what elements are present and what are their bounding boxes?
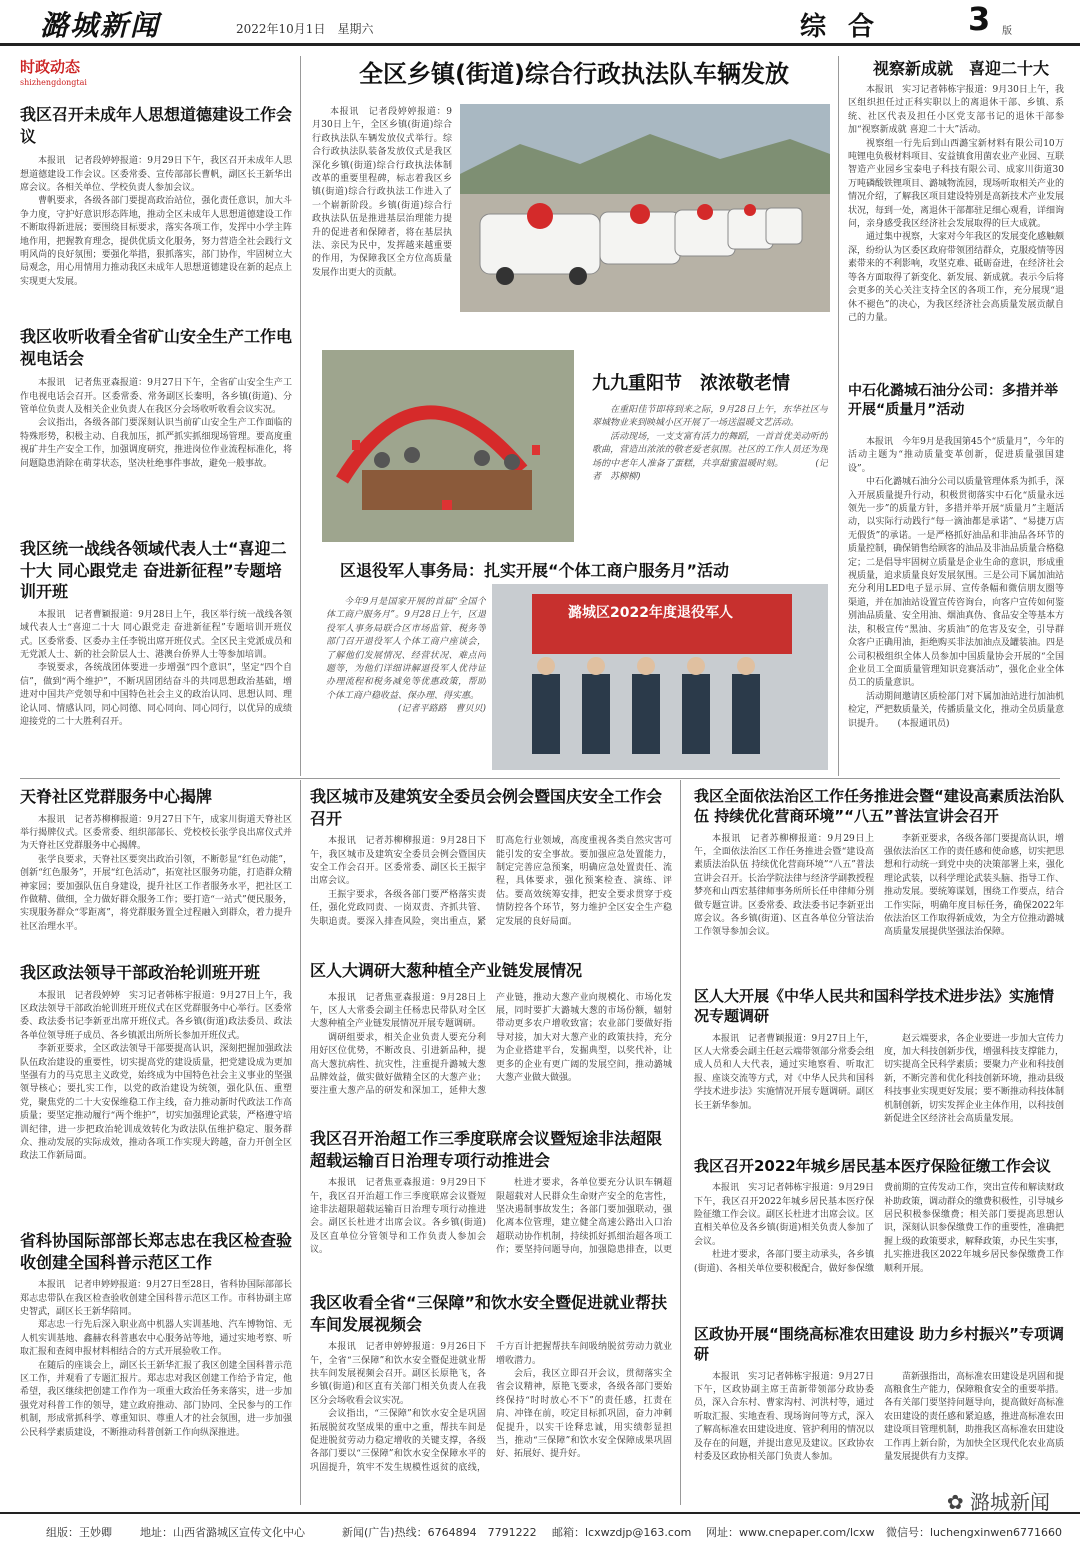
masthead [0,0,1080,46]
article-body-sinopec: 本报讯 今年9月是我国第45个“质量月”，今年的活动主题为“推动质量变革创新，促进质量强国建设”。 中石化潞城石油分公司以质量管理体系为抓手，深入开展质量提升行动，积极贯彻落实中石化“质量永远领先一步”的质量方针，多措并举开展“质量月”主题活动，以实际行动践行“每一滴油都是承诺”、“易捷万店无假货”的承诺。一是严格抓好油品和非油品各环节的质量控制，确保销售给顾客的油品及非油品质量合格稳定；二是倡导牢固树立质量是企业生命的意识，形成重视质量，追求质量良好发展氛围。三是公司下属加油站充分利用LED电子显示屏、宣传条幅和微信朋友圈等渠道，并在加油站设置宣传咨询台，向客户宣传如何鉴别油品质量、安全用油、烟油真伪、食品安全等基本方法，积极宣传“黑油、劣质油”的危害及安全，引导群众客户正确用油，拒绝购买非法加油点及罐装油。四是公司积极组织全体人员参加中国质量协会开展的“全国企业员工全面质量管理知识竞赛活动”，强化企业全体员工的质量意识。 活动期间邀请区质检部门对下属加油站进行加油机检定，严把数质量关，传播质量文化，推动全员质量意识提升。 (本报通讯员) [848,437,1064,729]
column-rule [680,780,681,1505]
article-4 [20,962,292,1226]
article-body: 本报讯 记者焦亚森报道：9月29日下午，我区召开治超工作三季度联席会议暨短途非法超限超载运输百日治理专项行动推进会。副区长杜进才出席会议。各乡镇(街道)及区直单位分管领导和工作负责人参加会议。 杜进才要求，各单位要充分认识车辆超限超载对人民群众生命财产安全的危害性，坚决遏制事故发生；各部门要加强联动，强化离本位管理，建立健全高速公路出入口治超联动协作机制，持续抓好抓细治超各项工作；要坚持问题导向，加强隐患排查，以更 [310,1178,672,1256]
article-body: 本报讯 记者苏柳柳报道：9月28日下午，我区城市及建筑安全委员会例会暨国庆安全工作会召开。区委常委、副区长王振宇出席会议。 王振宇要求，各级各部门要严格落实责任，强化党政同责、一岗双责、齐抓共管、失职追责。要深入排查风险，突出重点，紧盯高危行业领域，高度重视各类自然灾害可能引发的安全事故。要加强应急处置能力，制定完善应急预案，明确应急处置责任、流程，具体要求，强化预案检查、演练、评估。要高效统筹安排，把安全要求贯穿于疫情防控各个环节，努力维护全区安全生产稳定发展的良好局面。 [310,836,672,927]
page-number: 3 [968,0,991,38]
article-title: 区人大调研大葱种植全产业链发展情况 [310,961,583,980]
article-3 [20,786,292,952]
article-title: 我区全面依法治区工作任务推进会暨“建设高素质法治队伍 持续优化营商环境”“八五”普法宣讲会召开 [694,787,1064,826]
article-title: 九九重阳节 浓浓敬老情 [592,373,790,394]
article-title: 区退役军人事务局：扎实开展“个体工商户服务月”活动 [340,561,730,580]
article-title: 我区收听收看全省矿山安全生产工作电视电话会 [20,327,293,368]
footer-wechat: 微信号：luchengxinwen6771660 [886,1526,1063,1539]
article-17 [694,1156,1064,1290]
article-body: 本报讯 记者曹颖报道：9月28日上午，我区举行统一战线各领域代表人士“喜迎二十大 同心跟党走 奋进新征程”专题培训开班仪式。区委常委、区委办主任李锐出席开班仪式。全区民主党派成员和无党派人士、新的社会阶层人士、港澳台侨界人士等参加培训。 李锐要求，各统战团体要进一步增强“四个意识”，坚定“四个自信”，做到“两个维护”，不断巩固团结奋斗的共同思想政治基础，增进对中国共产党领导和中国特色社会主义的政治认同、思想认同、理论认同、情感认同，同心同德、同心同向、同心同行，以优异的成绩迎接党的二十大胜利召开。 [20,609,292,728]
article-body: 本报讯 记者焦亚森报道：9月27日下午，全省矿山安全生产工作电视电话会召开。区委常委、常务副区长秦明，各乡镇(街道)、分管单位负责人及相关企业负责人在我区分会场收听收看会议实况。 会议指出，各级各部门要深刻认识当前矿山安全生产工作面临的特殊形势，积极主动、自我加压，抓严抓实抓细现场管理。要高度重视矿井生产安全工作，加强调度研究，推进岗位作业流程标准化，将问题隐患消除在萌芽状态，坚决杜绝事件事故，避免一般事故。 [20,378,292,469]
veterans-banner-text: 潞城区2022年度退役军人 [568,605,733,621]
watermark-logo [947,1486,1050,1515]
article-5 [20,1230,292,1495]
article-title: 我区召开治超工作三季度联席会议暨短途非法超限超载运输百日治理专项行动推进会 [310,1129,663,1170]
article-title: 区人大开展《中华人民共和国科学技术进步法》实施情况专题调研 [694,987,1055,1026]
article-body: 本报讯 记者苏柳柳报道：9月29日上午，全面依法治区工作任务推进会暨“建设高素质法治队伍 持续优化营商环境”“八五”普法宣讲会召开。长治学院法律与经济学副教授程梦亮和山西宏基律师事务所所长任申律师分别做专题宣讲。区委常委、政法委书记李新亚出席会议。各乡镇(街道)、区直各单位分管法治工作领导参加会议。 李新亚要求，各级各部门要提高认识，增强依法治区工作的责任感和使命感，切实把思想和行动统一到党中央的决策部署上来，强化理论武装，以科学理论武装头脑、指导工作、推动发展。要统筹谋划，围绕工作要点，结合工作实际，明确年度目标任务，确保2022年依法治区工作取得新成效，为全方位推动潞城高质量发展提供坚强法治保障。 [694,833,1064,938]
article-body: 本报讯 记者段婷婷 实习记者韩栋宇报道：9月27日上午，我区政法领导干部政治轮训班开班仪式在区党群服务中心举行。区委常委、政法委书记李新亚出席开班仪式。各乡镇(街道)政法委员、政法各单位领导班子成员、各乡镇派出所所长参加开班仪式。 李新亚要求，全区政法领导干部要提高认识，深刻把握加强政法队伍政治建设的重要性，切实提高党的建设质量，把党建设成为更加坚强有力的马克思主义政党，始终成为中国特色社会主义事业的坚强领导核心；要扎实工作，以党的政治建设为统领，强化队伍、重塑党，聚焦党的二十大安保维稳工作主线，奋力推动新时代政法工作高质量；要坚定推动履行“两个维护”，切实加强理论武装，严格遵守培训纪律，进一步把政治轮训成效转化为政法队伍维护稳定、服务群众、推动发展的实际成效，推动各项工作实现大跨越，奋力开创全区政法工作新局面。 [20,990,292,1162]
article-title: 我区城市及建筑安全委员会例会暨国庆安全工作会召开 [310,787,663,828]
row-rule [20,778,1060,779]
article-2 [20,538,292,759]
article-title: 区政协开展“围绕高标准农田建设 助力乡村振兴”专项调研 [694,1325,1064,1364]
article-body: 本报讯 记者申婷婷报道：9月27日至28日，省科协国际部部长郑志忠带队在我区检查验收创建全国科普示范区工作。市科协副主席史智武，副区长王新华陪同。 郑志忠一行先后深入职业高中机器人实训基地、汽车博物馆、无人机实训基地、鑫赫农科普惠农中心服务站等地，通过实地考察、听取汇报和查阅申报材料相结合的方式开展验收工作。 在随后的座谈会上，副区长王新华汇报了我区创建全国科普示范区工作，并观看了专题汇报片。郑志忠对我区创建工作给予肯定，他希望，我区继续把创建工作作为一项重大政治任务来落实，进一步加强党对科普工作的领导，建立政府推动、部门协同、全民参与的工作机制，形成常抓科学、尊重知识、尊重人才的社会氛围，进一步加强公民科学素质建设，不断推动科普创新工作向纵深推进。 [20,1280,292,1438]
issue-date: 2022年10月1日 星期六 [236,22,374,36]
footer [0,1512,1080,1553]
article-body-veterans: 今年9月是国家开展的首届“全国个体工商户服务月”。9月28日上午，区退役军人事务局联合区市场监管、税务等部门召开退役军人个体工商户座谈会，了解他们发展情况、经营状况、难点问题等，为他们详细讲解退役军人优待证办理流程和税务减免等优惠政策，帮助个体工商户稳收益、保办理、得实惠。 (记者平路路 曹贝贝) [326,597,486,715]
article-16 [694,986,1064,1137]
article-title: 全区乡镇(街道)综合行政执法队车辆发放 [359,60,789,88]
article-title: 我区政法领导干部政治轮训班开班 [20,963,261,982]
article-15 [694,786,1064,959]
footer-hotline: 新闻(广告)热线：6764894 7791222 [342,1526,537,1539]
wechat-icon: ✿ [946,1490,964,1514]
article-title: 我区统一战线各领域代表人士“喜迎二十大 同心跟党走 奋进新征程”专题培训开班 [20,539,287,602]
article-12 [310,960,672,1130]
article-13 [310,1128,672,1281]
photo-vehicles [460,104,830,312]
article-body: 本报讯 记者申婷婷报道：9月26日下午，全省“三保障”和饮水安全暨促进就业帮扶车间发展视频会召开。副区长原艳飞，各乡镇(街道)和区直有关部门相关负责人在我区分会场收看会议实况。 会议指出，“三保障”和饮水安全是巩固拓展脱贫攻坚成果的重中之重，帮扶车间是促进脱贫劳动力稳定增收的关键支撑，各级各部门要以“三保障”和饮水安全保障水平的巩固提升，筑牢不发生规模性返贫的底线，千方百计把握帮扶车间吸纳脱贫劳动力就业增收潜力。 会后，我区立即召开会议，贯彻落实全省会议精神，原艳飞要求，各级各部门要始终保持“时时放心不下”的责任感，扛责在肩、冲锋在前，咬定目标抓巩固，奋力冲刺促提升，以实干诠释忠诚，用实绩彰显担当，推动“三保障”和饮水安全保障成果巩固好、拓展好、提升好。 [310,1342,672,1473]
footer-editor: 组版：王妙卿 [46,1526,112,1539]
page-label: 版 [1002,26,1012,37]
watermark-text: 潞城新闻 [970,1490,1050,1514]
column-rule [838,56,839,776]
article-body: 本报讯 实习记者韩栋宇报道：9月29日下午，我区召开2022年城乡居民基本医疗保险征缴工作会议。副区长杜进才出席会议。区直相关单位及各乡镇(街道)相关负责人参加了会议。 杜进才要求，各部门要主动承头，各乡镇(街道)、各相关单位要积极配合，做好参保缴费前期的宣传发动工作，突出宣传和解读财政补助政策，调动群众的缴费积极性，引导城乡居民积极参保缴费；相关部门要提高思想认识，深刻认识参保缴费工作的重要性，准确把握上级的政策要求，解释政策，办民生实事，扎实推进我区2022年城乡居民参保缴费工作顺利开展。 [694,1183,1064,1274]
article-title: 省科协国际部部长郑志忠在我区检查验收创建全国科普示范区工作 [20,1231,293,1272]
article-body: 本报讯 记者焦亚森报道：9月28日上午，区人大常委会副主任杨忠民带队对全区大葱种植全产业链发展情况开展专题调研。 调研组要求，相关企业负责人要充分利用好区位优势，不断改良、引进新品种，提高大葱抗病性、抗灾性，注重提升潞城大葱品牌效益，做实做好做精全区的大葱产业；要注重大葱产品的研发和深加工，延伸大葱产业链，推动大葱产业向规模化、市场化发展，同时要扩大潞城大葱的市场份额，辐射带动更多农户增收致富；农业部门要做好指导对接，加大对大葱产业的政策扶持，充分为企业搭建平台，发掘典型，以奖代补，让更多的企业有更广阔的发展空间，推动潞城大葱产业做大做强。 [310,992,672,1097]
article-title: 我区收看全省“三保障”和饮水安全暨促进就业帮扶车间发展视频会 [310,1293,668,1334]
article-18 [694,1324,1064,1495]
paper-title: 潞城新闻 [40,9,161,42]
footer-address: 地址：山西省潞城区宣传文化中心 [140,1526,305,1539]
column-tag [20,56,87,87]
column-rule [300,56,301,776]
photo-chongyang [322,350,574,542]
article-title: 天脊社区党群服务中心揭牌 [20,787,213,806]
article-11 [310,786,672,931]
column-tag-pinyin: shizhengdongtai [20,78,87,87]
article-body-vehicles: 本报讯 记者段婷婷报道：9月30日上午，全区乡镇(街道)综合行政执法队车辆发放仪式举行。综合行政执法队装备发放仪式是我区深化乡镇(街道)综合行政执法体制改革的重要里程碑，标志着我区乡镇(街道)综合行政执法工作进入了一个崭新阶段。乡镇(街道)综合行政执法队伍是推进基层治理能力提升的促进者和保障者，将在基层执法、亲民为民中，发挥越来越重要的作用，为保障我区全方位高质量发展作出更大的贡献。 [312,107,452,278]
article-0 [20,104,292,301]
article-body-inspection: 本报讯 实习记者韩栋宇报道：9月30日上午，我区组织担任过正科实职以上的离退休干部、乡镇、系统、社区代表及担任小区党支部书记的退休干部参加“视察新成就 喜迎二十大”活动。 视察组一行先后到山西潞宝新材料有限公司10万吨锂电负极材料项目、安益镇食用菌农业产业园、互联智造产业园乡宝泰电子科技有限公司、成家川街道30万吨磷酸铁锂项目、潞城物流园，现场听取相关产业的情况介绍，了解我区项目建设特别是高新技术产业发展状况，每到一处，离退休干部都驻足细心观看，详细询问，亲身感受我区经济社会发展取得的巨大成就。 通过集中视察，大家对今年我区的发展变化感触颇深，纷纷认为区委区政府带领团结群众，克服疫情等因素带来的不利影响，攻坚克难、砥砺奋进，在经济社会等各方面取得了新变化、新发展、新成就。表示今后将会更多的关心关注支持全区的各项工作，充分展现“退休不褪色”的决心，为我区经济社会高质量发展贡献自己的力量。 [848,85,1064,323]
article-title: 视察新成就 喜迎二十大 [872,59,1049,78]
footer-email[interactable]: 邮箱：lcxwzdjp@163.com [552,1526,692,1539]
article-14 [310,1292,672,1491]
footer-website[interactable]: 网址：www.cnepaper.com/lcxw [706,1526,875,1539]
vehicles-illustration [460,104,830,312]
chongyang-illustration [322,350,574,542]
article-body: 本报讯 记者曹颖报道：9月27日上午，区人大常委会副主任赵云端带领部分常委会组成人员和人大代表，通过实地察看、听取汇报、座谈交流等方式，对《中华人民共和国科学技术进步法》实施情况开展专题调研。副区长王新华参加。 赵云端要求，各企业要进一步加大宣传力度，加大科技创新步伐，增强科技支撑能力，切实提高全民科学素质；要聚力产业和科技创新，不断完善和优化科技创新环境，推动县级科技事业实现更好发展；要不断推动科技体制机制创新，切实发挥企业主体作用，以科技创新促进全区经济社会高质量发展。 [694,1033,1064,1124]
article-title: 我区召开未成年人思想道德建设工作会议 [20,105,293,146]
article-body-chongyang: 在重阳佳节即将到来之际，9月28日上午，东华社区与翠城物业来到映城小区开展了一场送温暖文艺活动。 活动现场，一支支富有活力的舞蹈，一首首优美动听的歌曲，营造出浓浓的敬老爱老氛围。社区的工作人员还为现场的中老年人准备了蛋糕，共享甜蜜温暖时刻。 (记者 苏柳柳) [592,405,828,483]
section-name: 综合 [800,12,897,42]
article-1 [20,326,292,515]
column-rule [300,780,301,1505]
article-title: 我区召开2022年城乡居民基本医疗保险征缴工作会议 [694,1157,1051,1175]
article-body: 本报讯 记者段婷婷报道：9月29日下午，我区召开未成年人思想道德建设工作会议。区委常委、宣传部部长曹帆，副区长王新华出席会议。各相关单位、学校负责人参加会议。 曹帆要求，各级各部门要提高政治站位，强化责任意识，加大斗争力度，守护好意识形态阵地，推动全区未成年人思想道德建设工作不断取得新进展；要围绕目标要求，落实各项工作，发挥中小学主阵地作用，把握教育理念，提供优质文化服务，努力营造全社会践行文明风尚的良好氛围；要强化举措，狠抓落实，部门协作，牢固树立大局观念，用心用情用力推动我区未成年人思想道德建设在新的起点上实现更大发展。 [20,156,292,287]
article-body: 本报讯 记者苏柳柳报道：9月27日下午，成家川街道天脊社区举行揭牌仪式。区委常委、组织部部长、党校校长张学良出席仪式并为天脊社区党群服务中心揭牌。 张学良要求，天脊社区要突出政治引领，不断彰显“红色动能”，创新“红色服务”，开展“红色活动”，拓宽社区服务功能，打造群众精神家园；要加强队伍自身建设，提升社区工作者服务水平，把社区工作做精、做细，全力做好群众服务工作；要打造“一站式”便民服务，实现服务群众“零距离”，将党群服务置全过程融入到群众，着力提升社区治理水平。 [20,814,292,932]
column-tag-cn: 时政动态 [20,58,81,76]
photo-veterans [492,584,828,770]
article-title: 中石化潞城石油分公司：多措并举开展“质量月”活动 [848,383,1058,418]
article-body: 本报讯 实习记者韩栋宇报道：9月27日下午，区政协副主席王苗新带领部分政协委员，深入合东村、曹家沟村、河洪村等，通过听取汇报、实地查看、现场询问等方式，深入了解高标准农田建设进度、管护利用的情况以及存在的问题，并提出意见及建议。区政协农村委及区政协相关部门负责人参加。 苗新强指出，高标准农田建设是巩固和提高粮食生产能力，保障粮食安全的重要举措。各有关部门要坚持问题导向，提高做好高标准农田建设的责任感和紧迫感，推进高标准农田建设项目管理机制，助推我区高标准农田建设工作再上新台阶，为加快全区现代化农业高质量发展提供有力支撑。 [694,1371,1064,1462]
